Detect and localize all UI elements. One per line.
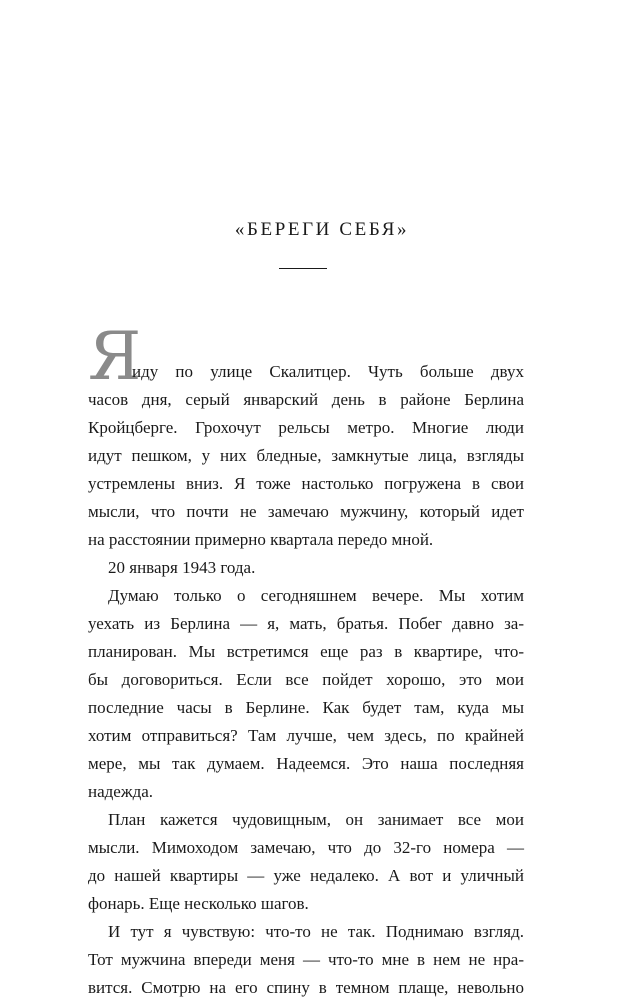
text-line: на расстоянии примерно квартала передо мной. xyxy=(88,530,434,549)
text-line: Думаю только о сегодняшнем вечере. Мы хотим xyxy=(108,586,524,605)
text-line: иду по улице Скалитцер. Чуть больше двух xyxy=(132,362,524,381)
text-line: устремлены вниз. Я тоже настолько погружена в свои xyxy=(88,474,524,493)
text-line: вится. Смотрю на его спину в темном плаще, невольно xyxy=(88,978,524,997)
text-line: уехать из Берлина — я, мать, братья. Побег давно за- xyxy=(88,614,524,633)
text-line: мысли, что почти не замечаю мужчину, который идет xyxy=(88,502,524,521)
text-line: И тут я чувствую: что-то не так. Поднимаю взгляд. xyxy=(108,922,524,941)
text-line: идут пешком, у них бледные, замкнутые лица, взгляды xyxy=(88,446,524,465)
text-line: надежда. xyxy=(88,782,154,801)
text-line: часов дня, серый январский день в районе Берлина xyxy=(88,390,524,409)
text-line: до нашей квартиры — уже недалеко. А вот и уличный xyxy=(88,866,524,885)
body-text xyxy=(88,358,524,1002)
text-line: последние часы в Берлине. Как будет там, куда мы xyxy=(88,698,524,717)
text-line: 20 января 1943 года. xyxy=(108,558,256,577)
text-line: мысли. Мимоходом замечаю, что до 32-го номера — xyxy=(88,838,524,857)
text-line: планирован. Мы встретимся еще раз в квартире, что- xyxy=(88,642,524,661)
text-line: мере, мы так думаем. Надеемся. Это наша последняя xyxy=(88,754,524,773)
text-line: Тот мужчина впереди меня — что-то мне в нем не нра- xyxy=(88,950,524,969)
text-line: Кройцберге. Грохочут рельсы метро. Многие люди xyxy=(88,418,524,437)
title-divider xyxy=(279,268,327,269)
text-line: хотим отправиться? Там лучше, чем здесь, по крайней xyxy=(88,726,524,745)
chapter-title: «БЕРЕГИ СЕБЯ» xyxy=(234,219,410,240)
dropcap-letter: Я xyxy=(88,318,142,395)
text-line: фонарь. Еще несколько шагов. xyxy=(88,894,309,913)
text-line: План кажется чудовищным, он занимает все мои xyxy=(108,810,524,829)
text-line: бы договориться. Если все пойдет хорошо, это мои xyxy=(88,670,524,689)
